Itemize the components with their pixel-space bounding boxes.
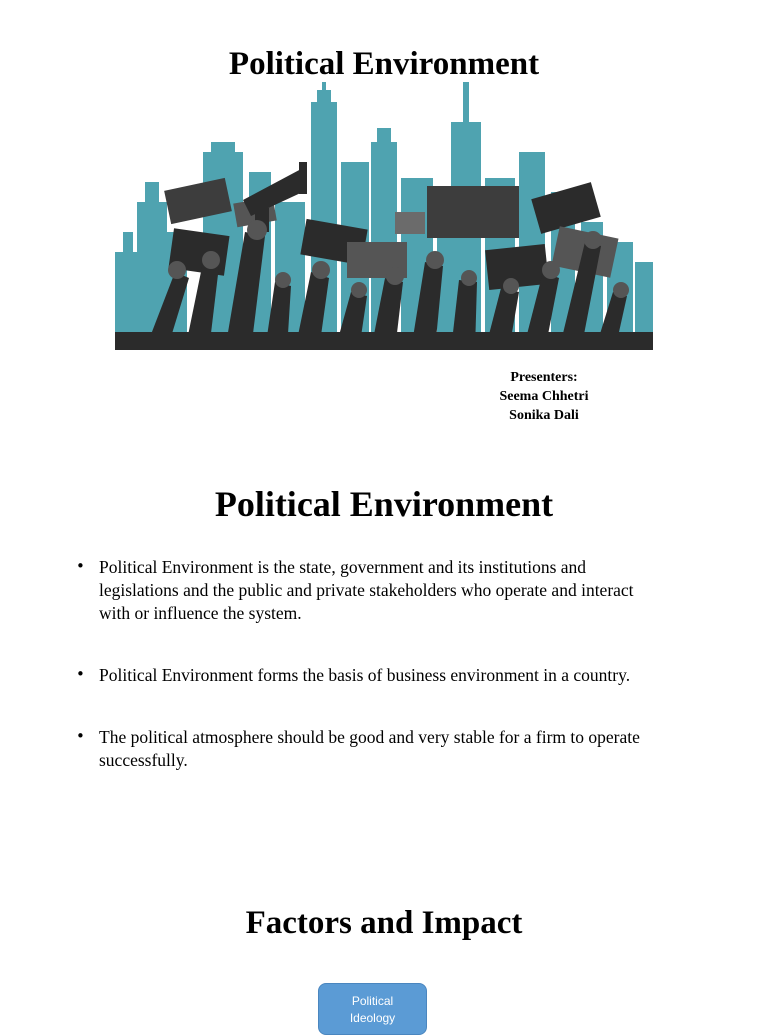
factor-box-line: Political bbox=[351, 994, 394, 1008]
factor-box-line: Ideology bbox=[349, 1011, 396, 1025]
presenter-name: Seema Chhetri bbox=[499, 389, 589, 404]
factor-box-political-ideology bbox=[318, 983, 427, 1035]
slide-3-title: Factors and Impact bbox=[245, 905, 523, 941]
slide-1-title: Political Environment bbox=[228, 46, 540, 82]
slide-2-title: Political Environment bbox=[214, 484, 554, 524]
bullet-item: • The political atmosphere should be good and very stable for a firm to operate successfully. bbox=[76, 726, 656, 772]
presenters-label: Presenters: bbox=[510, 370, 578, 385]
bullet-item: • Political Environment forms the basis of business environment in a country. bbox=[76, 664, 656, 687]
protest-crowd-illustration bbox=[115, 82, 653, 350]
presenters-block bbox=[484, 368, 604, 425]
bullet-list bbox=[76, 556, 656, 811]
bullet-item: • Political Environment is the state, government and its institutions and legislations and the public and private stakeholders who operate and interact with or influence the system. bbox=[76, 556, 656, 625]
presenter-name: Sonika Dali bbox=[509, 408, 579, 423]
